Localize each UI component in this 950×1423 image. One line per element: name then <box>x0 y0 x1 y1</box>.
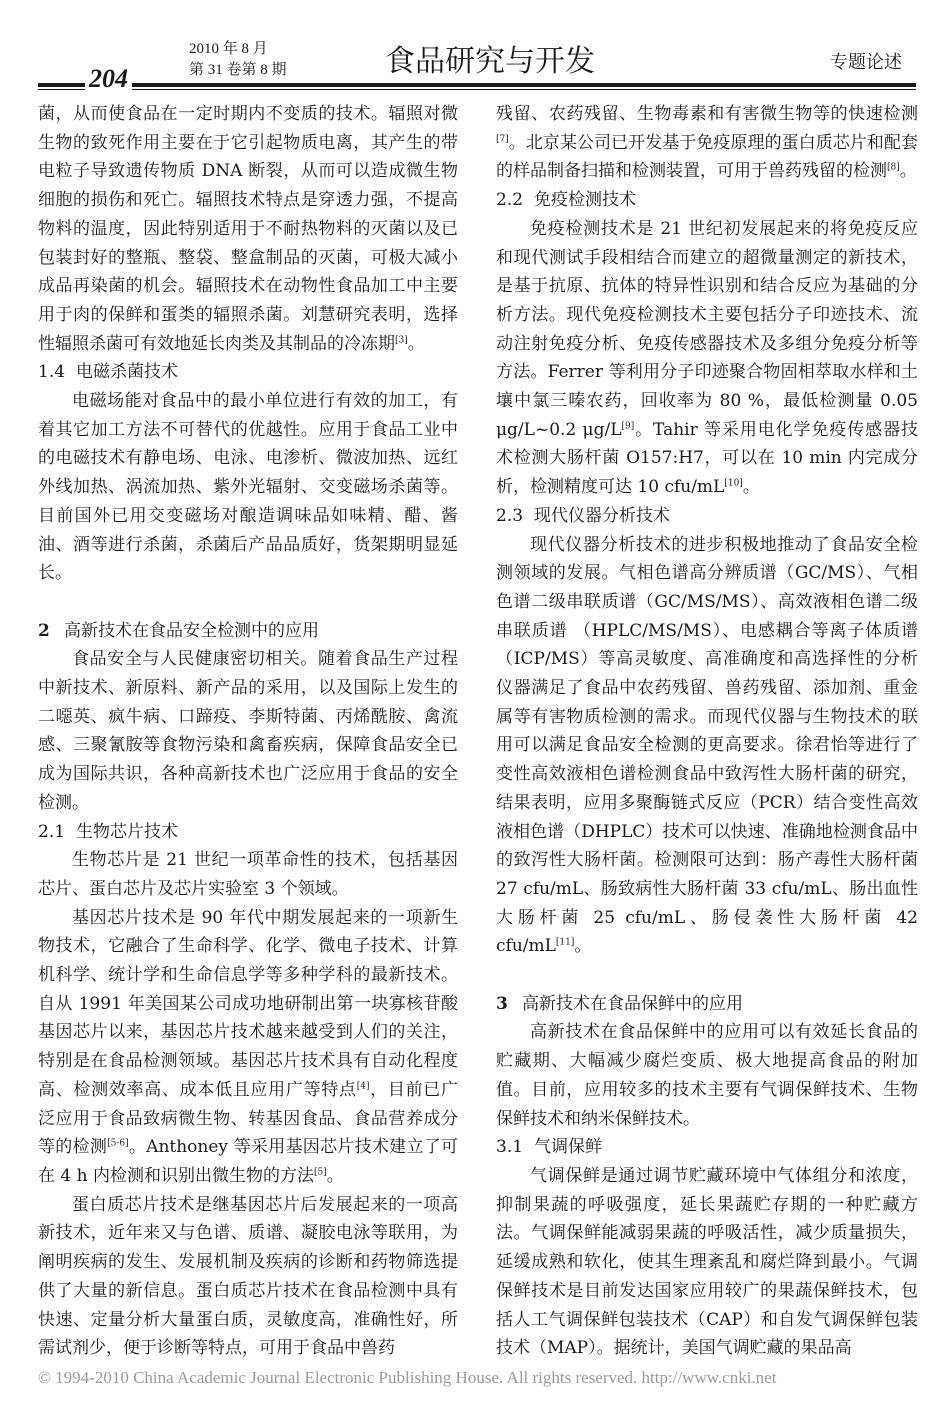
section-label: 专题论述 <box>830 52 902 73</box>
subsection-heading: 1.4 电磁杀菌技术 <box>38 362 178 383</box>
paragraph: 现代仪器分析技术的进步积极地推动了食品安全检测领域的发展。气相色谱高分辨质谱（GC/MS）、气相色谱二级串联质谱（GC/MS/MS）、高效液相色谱二级串联质谱 （HPLC/MS/MS）、电感耦合等离子体质谱（ICP/MS）等高灵敏度、高准确度和高选择性的分析仪器满足了食品中农药残留、兽药残留、添加剂、重金属等有害物质检测的需求。而现代仪器与生物技术的联用可以满足食品安全检测的更高要求。徐君怡等进行了变性高效液相色谱检测食品中致泻性大肠杆菌的研究，结果表明，应用多聚酶链式反应（PCR）结合变性高效液相色谱（DHPLC）技术可以快速、准确地检测食品中的致泻性大肠杆菌。检测限可达到：肠产毒性大肠杆菌 27 cfu/mL、肠致病性大肠杆菌 33 cfu/mL、肠出血性大肠杆菌 25 cfu/mL、肠侵袭性大肠杆菌 42 cfu/mL[11]。 <box>496 534 918 957</box>
issue-volume: 第 31 卷第 8 期 <box>189 62 287 78</box>
citation: [10] <box>724 478 743 489</box>
paragraph: 食品安全与人民健康密切相关。随着食品生产过程中新技术、新原料、新产品的采用，以及国际上发生的二噁英、疯牛病、口蹄疫、李斯特菌、丙烯酰胺、禽流感、三聚氰胺等食物污染和禽畜疾病，保障食品安全已成为国际共识，各种高新技术也广泛应用于食品的安全检测。 <box>38 649 458 813</box>
copyright-footer: © 1994-2010 China Academic Journal Electronic Publishing House. All rights reserved. http://www.cnki.net <box>38 1368 777 1387</box>
page-number: 204 <box>85 64 132 94</box>
paragraph: 免疫检测技术是 21 世纪初发展起来的将免疫反应和现代测试手段相结合而建立的超微量测定的新技术，是基于抗原、抗体的特异性识别和结合反应为基础的分析方法。现代免疫检测技术主要包括分子印迹技术、流动注射免疫分析、免疫传感器技术及多组分免疫分析等方法。Ferrer 等利用分子印迹聚合物固相萃取水样和土壤中氯三嗪农药，回收率为 80 %，最低检测量 0.05 μg/L~0.2 μg/L[9]。Tahir 等采用电化学免疫传感器技术检测大肠杆菌 O157:H7，可以在 10 min 内完成分析，检测精度可达 10 cfu/mL[10]。 <box>496 218 918 498</box>
citation: [5] <box>313 1167 327 1178</box>
citation: [9] <box>621 421 635 432</box>
right-column <box>496 100 918 1363</box>
left-column <box>38 100 458 1363</box>
citation: [5-6] <box>107 1138 129 1149</box>
subsection-heading: 2.1 生物芯片技术 <box>38 821 178 842</box>
issue-date: 2010 年 8 月 <box>189 41 268 57</box>
subsection-heading: 3.1 气调保鲜 <box>496 1137 602 1158</box>
section-heading: 2 高新技术在食品安全检测中的应用 <box>38 620 319 641</box>
subsection-heading: 2.3 现代仪器分析技术 <box>496 505 670 526</box>
subsection-heading: 2.2 免疫检测技术 <box>496 190 636 211</box>
paragraph: 生物芯片是 21 世纪一项革命性的技术，包括基因芯片、蛋白芯片及芯片实验室 3 个领域。 <box>38 850 458 899</box>
citation: [11] <box>555 937 575 948</box>
paragraph: 电磁场能对食品中的最小单位进行有效的加工，有着其它加工方法不可替代的优越性。应用于食品工业中的电磁技术有静电场、电泳、电渗析、微波加热、远红外线加热、涡流加热、紫外光辐射、交变磁场杀菌等。目前国外已用交变磁场对酿造调味品如味精、醋、酱油、酒等进行杀菌，杀菌后产品品质好，货架期明显延长。 <box>38 391 458 584</box>
paragraph: 菌，从而使食品在一定时期内不变质的技术。辐照对微生物的致死作用主要在于它引起物质电离，其产生的带电粒子导致遗传物质 DNA 断裂，从而可以造成微生物细胞的损伤和死亡。辐照技术特点是穿透力强，不提高物料的温度，因此特别适用于不耐热物料的灭菌以及已包装封好的整瓶、整袋、整盒制品的灭菌，可极大减小成品再染菌的机会。辐照技术在动物性食品加工中主要用于肉的保鲜和蛋类的辐照杀菌。刘慧研究表明，选择性辐照杀菌可有效地延长肉类及其制品的冷冻期[3]。 <box>38 104 458 354</box>
paragraph: 高新技术在食品保鲜中的应用可以有效延长食品的贮藏期、大幅减少腐烂变质、极大地提高食品的附加值。目前，应用较多的技术主要有气调保鲜技术、生物保鲜技术和纳米保鲜技术。 <box>496 1022 918 1129</box>
page-header <box>0 0 950 100</box>
header-rule <box>38 83 916 87</box>
journal-title: 食品研究与开发 <box>385 44 595 79</box>
paragraph: 残留、农药残留、生物毒素和有害微生物等的快速检测[7]。北京某公司已开发基于免疫原理的蛋白质芯片和配套的样品制备扫描和检测装置，可用于兽药残留的检测[8]。 <box>496 104 918 182</box>
section-heading: 3 高新技术在食品保鲜中的应用 <box>496 993 743 1014</box>
paragraph: 蛋白质芯片技术是继基因芯片后发展起来的一项高新技术，近年来又与色谱、质谱、凝胶电泳等联用，为阐明疾病的发生、发展机制及疾病的诊断和药物筛选提供了大量的新信息。蛋白质芯片技术在食品检测中具有快速、定量分析大量蛋白质，灵敏度高，准确性好，所需试剂少，便于诊断等特点，可用于食品中兽药 <box>38 1194 458 1359</box>
header-rule-thin <box>38 89 916 90</box>
citation: [7] <box>496 134 509 145</box>
paragraph: 基因芯片技术是 90 年代中期发展起来的一项新生物技术，它融合了生命科学、化学、微电子技术、计算机科学、统计学和生命信息学等多种学科的最新技术。自从 1991 年美国某公司成功地研制出第一块寡核苷酸基因芯片以来，基因芯片技术越来越受到人们的关注，特别是在食品检测领域。基因芯片技术具有自动化程度高、检测效率高、成本低且应用广等特点[4]，目前已广泛应用于食品致病微生物、转基因食品、食品营养成分等的检测[5-6]。Anthoney 等采用基因芯片技术建立了可在 4 h 内检测和识别出微生物的方法[5]。 <box>38 907 459 1186</box>
citation: [3] <box>395 334 408 345</box>
paragraph: 气调保鲜是通过调节贮藏环境中气体组分和浓度，抑制果蔬的呼吸强度，延长果蔬贮存期的一种贮藏方法。气调保鲜能减弱果蔬的呼吸活性，减少质量损失，延缓成熟和软化，使其生理紊乱和腐烂降到最小。气调保鲜技术是目前发达国家应用较广的果蔬保鲜技术，包括人工气调保鲜包装技术（CAP）和自发气调保鲜包装技术（MAP）。据统计，美国气调贮藏的果品高 <box>496 1166 918 1359</box>
citation: [4] <box>356 1081 370 1092</box>
citation: [8] <box>887 162 900 173</box>
